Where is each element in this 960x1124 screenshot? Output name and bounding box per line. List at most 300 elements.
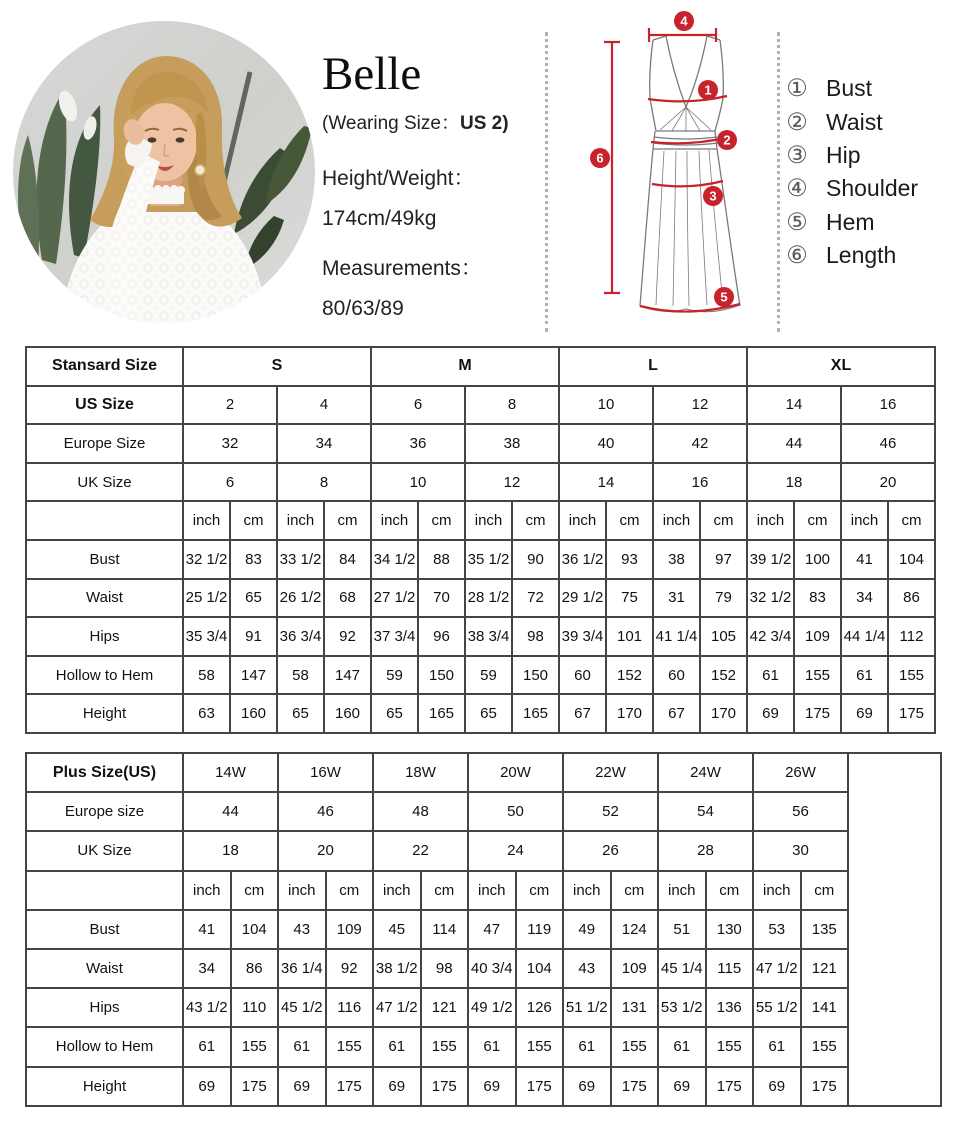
table-cell: 69 (753, 1067, 801, 1106)
table-cell: 42 (653, 424, 747, 463)
table-cell: cm (324, 501, 371, 540)
table-cell: 34 (277, 424, 371, 463)
table-cell: 60 (559, 656, 606, 695)
table-cell: 175 (326, 1067, 374, 1106)
model-photo-image (12, 20, 316, 324)
table-cell: 69 (563, 1067, 611, 1106)
table-row (26, 910, 941, 949)
table-cell: 131 (611, 988, 659, 1027)
table-cell: 53 (753, 910, 801, 949)
table-cell: 8 (465, 386, 559, 425)
circled-number-icon: ⑤ (786, 208, 808, 236)
circled-number-icon: ⑥ (786, 242, 808, 270)
table-cell: 126 (516, 988, 564, 1027)
table-cell: 6 (183, 463, 277, 502)
table-cell: 92 (326, 949, 374, 988)
table-row (26, 656, 935, 695)
table-cell: 69 (658, 1067, 706, 1106)
table-cell: 175 (706, 1067, 754, 1106)
dotted-divider-left (545, 32, 548, 332)
table-cell: inch (278, 871, 326, 910)
table-cell: inch (658, 871, 706, 910)
table-cell: inch (373, 871, 421, 910)
legend-label: Hip (826, 141, 861, 168)
table-cell: 32 1/2 (747, 579, 794, 618)
table-cell: inch (183, 501, 230, 540)
height-weight-value: 174cm/49kg (322, 207, 437, 231)
table-cell: 61 (468, 1027, 516, 1066)
table-cell: 59 (371, 656, 418, 695)
table-cell: inch (465, 501, 512, 540)
table-cell: cm (706, 871, 754, 910)
table-cell: 112 (888, 617, 935, 656)
table-row (26, 579, 935, 618)
table-cell: 75 (606, 579, 653, 618)
table-cell: cm (611, 871, 659, 910)
table-cell: 40 3/4 (468, 949, 516, 988)
table-cell: 18W (373, 753, 468, 792)
table-cell: 47 1/2 (753, 949, 801, 988)
table-cell: 61 (658, 1027, 706, 1066)
table-row (26, 617, 935, 656)
table-cell: 43 (278, 910, 326, 949)
table-cell: 160 (230, 694, 277, 733)
table-cell: 65 (277, 694, 324, 733)
table-cell: 69 (841, 694, 888, 733)
table-cell: 155 (326, 1027, 374, 1066)
standard-size-table (25, 346, 936, 734)
table-cell: Hips (26, 988, 183, 1027)
table-cell: 135 (801, 910, 849, 949)
table-cell: 175 (794, 694, 841, 733)
table-cell: cm (700, 501, 747, 540)
table-cell: 14 (559, 463, 653, 502)
table-cell: Stansard Size (26, 347, 183, 386)
callout-length: 6 (596, 150, 604, 166)
table-cell: 38 1/2 (373, 949, 421, 988)
table-cell: 93 (606, 540, 653, 579)
legend-label: Bust (826, 75, 873, 102)
table-cell: US Size (26, 386, 183, 425)
table-cell: inch (753, 871, 801, 910)
table-cell: 26W (753, 753, 848, 792)
table-cell: 6 (371, 386, 465, 425)
table-cell: 26 1/2 (277, 579, 324, 618)
table-cell: 150 (512, 656, 559, 695)
table-cell: Bust (26, 910, 183, 949)
table-cell: cm (230, 501, 277, 540)
table-row (26, 347, 935, 386)
table-row (26, 1067, 941, 1106)
table-cell: cm (418, 501, 465, 540)
callout-waist: 2 (723, 132, 731, 148)
table-cell: 46 (278, 792, 373, 831)
table-cell: 152 (700, 656, 747, 695)
table-cell: 8 (277, 463, 371, 502)
table-cell: 60 (653, 656, 700, 695)
table-cell: 44 1/4 (841, 617, 888, 656)
table-cell: 14W (183, 753, 278, 792)
table-cell: 38 (465, 424, 559, 463)
table-cell: 47 1/2 (373, 988, 421, 1027)
table-cell: cm (231, 871, 279, 910)
table-row (26, 540, 935, 579)
table-row (26, 386, 935, 425)
table-cell: 18 (747, 463, 841, 502)
table-cell: 155 (794, 656, 841, 695)
table-row (26, 463, 935, 502)
table-cell: 52 (563, 792, 658, 831)
legend-label: Shoulder (826, 175, 919, 202)
table-cell: 98 (512, 617, 559, 656)
table-cell: 155 (706, 1027, 754, 1066)
table-row (26, 501, 935, 540)
table-cell: 61 (563, 1027, 611, 1066)
table-cell: 45 1/2 (278, 988, 326, 1027)
table-cell: 58 (183, 656, 230, 695)
table-cell: Hollow to Hem (26, 1027, 183, 1066)
table-cell: 46 (841, 424, 935, 463)
table-cell: S (183, 347, 371, 386)
table-cell: 42 3/4 (747, 617, 794, 656)
table-cell: 35 3/4 (183, 617, 230, 656)
table-cell: cm (801, 871, 849, 910)
table-cell: 2 (183, 386, 277, 425)
table-cell: 61 (747, 656, 794, 695)
table-cell: 175 (516, 1067, 564, 1106)
table-cell: 53 1/2 (658, 988, 706, 1027)
table-cell: Hips (26, 617, 183, 656)
model-info (322, 50, 544, 321)
table-cell: 65 (465, 694, 512, 733)
table-cell: 104 (888, 540, 935, 579)
table-cell: 61 (841, 656, 888, 695)
table-cell: 170 (606, 694, 653, 733)
model-name: Belle (322, 48, 422, 100)
table-cell: 49 1/2 (468, 988, 516, 1027)
table-cell: 56 (753, 792, 848, 831)
table-cell: 160 (324, 694, 371, 733)
table-cell: 83 (230, 540, 277, 579)
table-cell: 4 (277, 386, 371, 425)
table-cell: 32 1/2 (183, 540, 230, 579)
table-cell: 150 (418, 656, 465, 695)
table-row (26, 831, 941, 870)
table-cell: 69 (468, 1067, 516, 1106)
table-cell: 24W (658, 753, 753, 792)
table-cell: 22W (563, 753, 658, 792)
table-row (26, 424, 935, 463)
table-cell: 79 (700, 579, 747, 618)
table-cell: 40 (559, 424, 653, 463)
table-cell: 27 1/2 (371, 579, 418, 618)
table-cell: 34 (841, 579, 888, 618)
table-cell: 20 (841, 463, 935, 502)
table-cell: 47 (468, 910, 516, 949)
table-cell: 97 (700, 540, 747, 579)
table-cell: 10 (559, 386, 653, 425)
table-cell: 59 (465, 656, 512, 695)
table-cell: 84 (324, 540, 371, 579)
table-cell: 39 3/4 (559, 617, 606, 656)
table-cell: 12 (465, 463, 559, 502)
table-cell: 141 (801, 988, 849, 1027)
table-cell: cm (794, 501, 841, 540)
table-cell: 175 (888, 694, 935, 733)
table-cell: 67 (653, 694, 700, 733)
table-cell: 36 3/4 (277, 617, 324, 656)
table-cell: 49 (563, 910, 611, 949)
table-cell: 65 (371, 694, 418, 733)
legend-item (783, 172, 918, 205)
measurements-value: 80/63/89 (322, 297, 404, 321)
table-cell: 26 (563, 831, 658, 870)
table-cell: 33 1/2 (277, 540, 324, 579)
table-cell: 50 (468, 792, 563, 831)
plus-size-table (25, 752, 942, 1107)
table-cell: 175 (611, 1067, 659, 1106)
table-cell: 43 (563, 949, 611, 988)
table-cell: 98 (421, 949, 469, 988)
table-cell: Hollow to Hem (26, 656, 183, 695)
table-cell: 109 (611, 949, 659, 988)
circled-number-icon: ② (786, 108, 808, 136)
table-cell: 175 (231, 1067, 279, 1106)
wearing-size-value: US 2) (459, 113, 509, 135)
table-cell: 165 (418, 694, 465, 733)
table-cell: 10 (371, 463, 465, 502)
table-cell: 45 1/4 (658, 949, 706, 988)
wearing-size (322, 108, 544, 135)
table-cell: 109 (326, 910, 374, 949)
table-cell: 69 (747, 694, 794, 733)
table-cell: UK Size (26, 463, 183, 502)
table-cell: 96 (418, 617, 465, 656)
legend-item (783, 206, 918, 239)
table-cell: 86 (888, 579, 935, 618)
table-cell: 147 (324, 656, 371, 695)
model-photo (12, 20, 316, 324)
table-cell: 61 (278, 1027, 326, 1066)
table-cell: inch (841, 501, 888, 540)
table-cell: 68 (324, 579, 371, 618)
callout-hip: 3 (709, 188, 717, 204)
table-cell: 69 (373, 1067, 421, 1106)
table-cell: Height (26, 1067, 183, 1106)
table-cell: 25 1/2 (183, 579, 230, 618)
table-cell: 114 (421, 910, 469, 949)
table-cell: 39 1/2 (747, 540, 794, 579)
table-cell: inch (183, 871, 231, 910)
table-cell: 130 (706, 910, 754, 949)
table-cell: 152 (606, 656, 653, 695)
table-row (26, 753, 941, 792)
table-cell: 44 (183, 792, 278, 831)
dress-measurement-diagram (556, 6, 778, 330)
table-cell: Waist (26, 579, 183, 618)
table-cell: 69 (183, 1067, 231, 1106)
table-cell: 175 (421, 1067, 469, 1106)
table-cell: 115 (706, 949, 754, 988)
table-cell: 16W (278, 753, 373, 792)
table-row (26, 871, 941, 910)
legend-item (783, 139, 918, 172)
callout-shoulder: 4 (680, 13, 688, 29)
table-cell: 155 (516, 1027, 564, 1066)
table-cell: 32 (183, 424, 277, 463)
table-cell: 119 (516, 910, 564, 949)
table-cell: 22 (373, 831, 468, 870)
legend-item (783, 239, 918, 272)
table-cell: 12 (653, 386, 747, 425)
legend-item (783, 72, 918, 105)
table-cell: 43 1/2 (183, 988, 231, 1027)
table-cell: 41 (841, 540, 888, 579)
legend-label: Length (826, 242, 897, 269)
table-cell: 61 (183, 1027, 231, 1066)
table-cell: inch (371, 501, 418, 540)
table-cell: 105 (700, 617, 747, 656)
table-cell: 170 (700, 694, 747, 733)
table-cell: 38 (653, 540, 700, 579)
table-cell: inch (559, 501, 606, 540)
table-cell: 34 1/2 (371, 540, 418, 579)
table-cell: 155 (888, 656, 935, 695)
table-cell: Plus Size(US) (26, 753, 183, 792)
table-cell: 20 (278, 831, 373, 870)
table-cell (26, 501, 183, 540)
table-cell: 30 (753, 831, 848, 870)
legend-label: Hem (826, 208, 875, 235)
circled-number-icon: ① (786, 75, 808, 103)
table-cell: cm (421, 871, 469, 910)
table-cell: 41 (183, 910, 231, 949)
table-cell: 121 (801, 949, 849, 988)
measurements-label: Measurements： (322, 257, 482, 281)
table-cell: cm (512, 501, 559, 540)
table-cell: 69 (278, 1067, 326, 1106)
table-cell: 36 1/4 (278, 949, 326, 988)
table-cell (848, 753, 941, 1106)
table-cell: 72 (512, 579, 559, 618)
table-cell: 101 (606, 617, 653, 656)
table-cell: 41 1/4 (653, 617, 700, 656)
table-cell: 175 (801, 1067, 849, 1106)
table-cell: 35 1/2 (465, 540, 512, 579)
table-cell: 16 (653, 463, 747, 502)
table-cell: 28 (658, 831, 753, 870)
table-cell: 90 (512, 540, 559, 579)
table-cell: inch (747, 501, 794, 540)
measurement-legend (783, 72, 918, 272)
table-cell: 61 (753, 1027, 801, 1066)
table-cell: 116 (326, 988, 374, 1027)
table-cell: 83 (794, 579, 841, 618)
height-weight-label: Height/Weight： (322, 167, 475, 191)
table-cell: Bust (26, 540, 183, 579)
table-cell: 110 (231, 988, 279, 1027)
table-cell: 88 (418, 540, 465, 579)
table-cell: 92 (324, 617, 371, 656)
table-cell: 55 1/2 (753, 988, 801, 1027)
table-cell: 44 (747, 424, 841, 463)
table-row (26, 694, 935, 733)
table-cell: 16 (841, 386, 935, 425)
table-cell: 104 (516, 949, 564, 988)
table-cell: 18 (183, 831, 278, 870)
table-cell: Europe Size (26, 424, 183, 463)
table-cell: M (371, 347, 559, 386)
table-cell: 124 (611, 910, 659, 949)
table-cell: 109 (794, 617, 841, 656)
table-cell: cm (326, 871, 374, 910)
table-cell: 54 (658, 792, 753, 831)
table-cell: inch (468, 871, 516, 910)
table-cell: XL (747, 347, 935, 386)
table-cell: 24 (468, 831, 563, 870)
table-cell: 37 3/4 (371, 617, 418, 656)
table-cell: 51 (658, 910, 706, 949)
table-cell: Europe size (26, 792, 183, 831)
table-cell: inch (563, 871, 611, 910)
table-cell: 63 (183, 694, 230, 733)
table-cell: 31 (653, 579, 700, 618)
table-cell: L (559, 347, 747, 386)
table-cell: 51 1/2 (563, 988, 611, 1027)
table-cell: 34 (183, 949, 231, 988)
table-cell: 155 (611, 1027, 659, 1066)
table-cell: cm (606, 501, 653, 540)
table-cell: 136 (706, 988, 754, 1027)
table-cell: UK Size (26, 831, 183, 870)
table-cell: 29 1/2 (559, 579, 606, 618)
table-row (26, 792, 941, 831)
table-cell: 65 (230, 579, 277, 618)
table-cell: 121 (421, 988, 469, 1027)
table-cell: 86 (231, 949, 279, 988)
table-row (26, 988, 941, 1027)
table-cell: 155 (801, 1027, 849, 1066)
table-cell: Height (26, 694, 183, 733)
table-cell: 20W (468, 753, 563, 792)
callout-hem: 5 (720, 289, 728, 305)
legend-label: Waist (826, 108, 883, 135)
table-cell: 104 (231, 910, 279, 949)
table-cell: 45 (373, 910, 421, 949)
table-cell: 58 (277, 656, 324, 695)
table-cell: 70 (418, 579, 465, 618)
table-cell (26, 871, 183, 910)
table-row (26, 949, 941, 988)
table-cell: 36 1/2 (559, 540, 606, 579)
table-cell: inch (277, 501, 324, 540)
table-row (26, 1027, 941, 1066)
table-cell: cm (516, 871, 564, 910)
table-cell: 38 3/4 (465, 617, 512, 656)
table-cell: 14 (747, 386, 841, 425)
table-cell: 28 1/2 (465, 579, 512, 618)
table-cell: 61 (373, 1027, 421, 1066)
table-cell: 91 (230, 617, 277, 656)
wearing-size-prefix: (Wearing Size： (322, 113, 460, 135)
circled-number-icon: ④ (786, 175, 808, 203)
table-cell: 155 (421, 1027, 469, 1066)
table-cell: cm (888, 501, 935, 540)
table-cell: 36 (371, 424, 465, 463)
table-cell: 155 (231, 1027, 279, 1066)
circled-number-icon: ③ (786, 141, 808, 169)
table-cell: 67 (559, 694, 606, 733)
